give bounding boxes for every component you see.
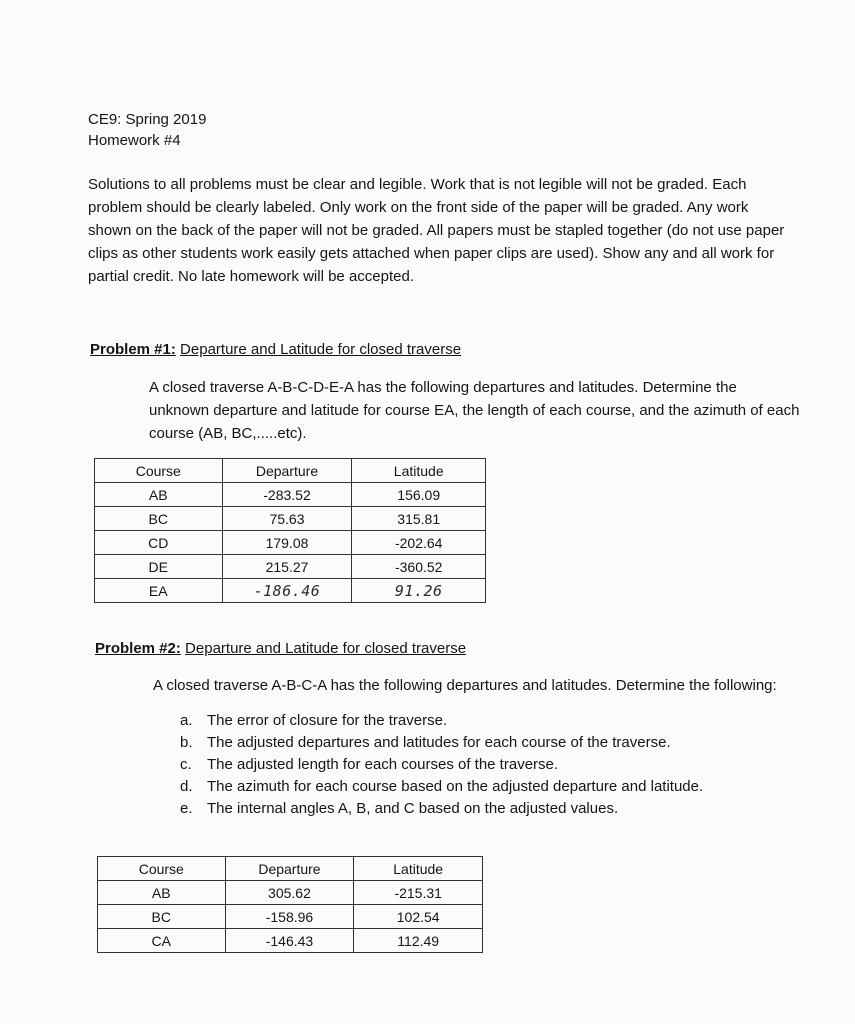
table-header-row xyxy=(98,857,483,881)
list-item-text: The azimuth for each course based on the adjusted departure and latitude. xyxy=(207,778,704,795)
course-cell: CA xyxy=(98,929,226,953)
list-item-text: The error of closure for the traverse. xyxy=(207,712,448,729)
table-header-row xyxy=(95,459,486,483)
problem2-table xyxy=(97,856,483,953)
column-header-latitude: Latitude xyxy=(354,857,483,881)
handwritten-departure-cell: -186.46 xyxy=(222,579,352,603)
latitude-cell: 112.49 xyxy=(354,929,483,953)
column-header-latitude: Latitude xyxy=(352,459,486,483)
table-row xyxy=(95,531,486,555)
list-marker: c. xyxy=(180,756,192,773)
instructions-line: shown on the back of the paper will not be graded. All papers must be stapled together (do not use paper xyxy=(88,222,785,239)
table-row xyxy=(98,929,483,953)
departure-cell: 215.27 xyxy=(222,555,352,579)
problem1-table xyxy=(94,458,486,603)
column-header-course: Course xyxy=(95,459,223,483)
problem2-title: Departure and Latitude for closed traverse xyxy=(185,640,467,657)
instructions-line: clips as other students work easily gets attached when paper clips are used). Show any and all work for xyxy=(88,245,775,262)
course-cell: AB xyxy=(98,881,226,905)
departure-cell: -283.52 xyxy=(222,483,352,507)
course-title: CE9: Spring 2019 xyxy=(88,111,207,128)
document-header xyxy=(88,109,206,151)
course-cell: AB xyxy=(95,483,223,507)
problem1-label: Problem #1: xyxy=(90,341,176,358)
table-row xyxy=(95,483,486,507)
problem2-label: Problem #2: xyxy=(95,640,181,657)
instructions-line: Solutions to all problems must be clear and legible. Work that is not legible will not be graded. Each xyxy=(88,176,747,193)
problem1-title: Departure and Latitude for closed traverse xyxy=(180,341,462,358)
problem2-description: A closed traverse A-B-C-A has the following departures and latitudes. Determine the following: xyxy=(153,677,777,694)
latitude-cell: -360.52 xyxy=(352,555,486,579)
table-row xyxy=(95,507,486,531)
table-row xyxy=(95,579,486,603)
list-item xyxy=(180,732,703,754)
departure-cell: 305.62 xyxy=(225,881,354,905)
list-marker: a. xyxy=(180,712,193,729)
course-cell: DE xyxy=(95,555,223,579)
assignment-title: Homework #4 xyxy=(88,132,181,149)
list-marker: b. xyxy=(180,734,193,751)
departure-cell: 75.63 xyxy=(222,507,352,531)
latitude-cell: -202.64 xyxy=(352,531,486,555)
latitude-cell: 315.81 xyxy=(352,507,486,531)
handwritten-latitude-cell: 91.26 xyxy=(352,579,486,603)
problem1-line: A closed traverse A-B-C-D-E-A has the following departures and latitudes. Determine the xyxy=(149,379,737,396)
table-row xyxy=(95,555,486,579)
list-item xyxy=(180,776,703,798)
latitude-cell: 102.54 xyxy=(354,905,483,929)
column-header-departure: Departure xyxy=(222,459,352,483)
latitude-cell: -215.31 xyxy=(354,881,483,905)
course-cell: CD xyxy=(95,531,223,555)
course-cell: EA xyxy=(95,579,223,603)
list-item-text: The adjusted length for each courses of the traverse. xyxy=(207,756,559,773)
problem1-line: course (AB, BC,.....etc). xyxy=(149,425,307,442)
list-item xyxy=(180,798,703,820)
departure-cell: -158.96 xyxy=(225,905,354,929)
course-cell: BC xyxy=(98,905,226,929)
course-cell: BC xyxy=(95,507,223,531)
list-item xyxy=(180,710,703,732)
departure-cell: -146.43 xyxy=(225,929,354,953)
table-row xyxy=(98,881,483,905)
departure-cell: 179.08 xyxy=(222,531,352,555)
problem1-line: unknown departure and latitude for course EA, the length of each course, and the azimuth of each xyxy=(149,402,800,419)
column-header-departure: Departure xyxy=(225,857,354,881)
problem2-task-list xyxy=(180,710,703,820)
list-item xyxy=(180,754,703,776)
column-header-course: Course xyxy=(98,857,226,881)
instructions-line: problem should be clearly labeled. Only work on the front side of the paper will be graded. Any work xyxy=(88,199,749,216)
problem1-description xyxy=(149,376,839,445)
instructions-paragraph xyxy=(88,173,840,288)
table-row xyxy=(98,905,483,929)
problem1-heading xyxy=(90,341,461,358)
list-marker: e. xyxy=(180,800,193,817)
instructions-line: partial credit. No late homework will be accepted. xyxy=(88,268,414,285)
list-item-text: The adjusted departures and latitudes for each course of the traverse. xyxy=(207,734,671,751)
latitude-cell: 156.09 xyxy=(352,483,486,507)
problem2-heading xyxy=(95,640,466,657)
list-item-text: The internal angles A, B, and C based on the adjusted values. xyxy=(207,800,619,817)
list-marker: d. xyxy=(180,778,193,795)
